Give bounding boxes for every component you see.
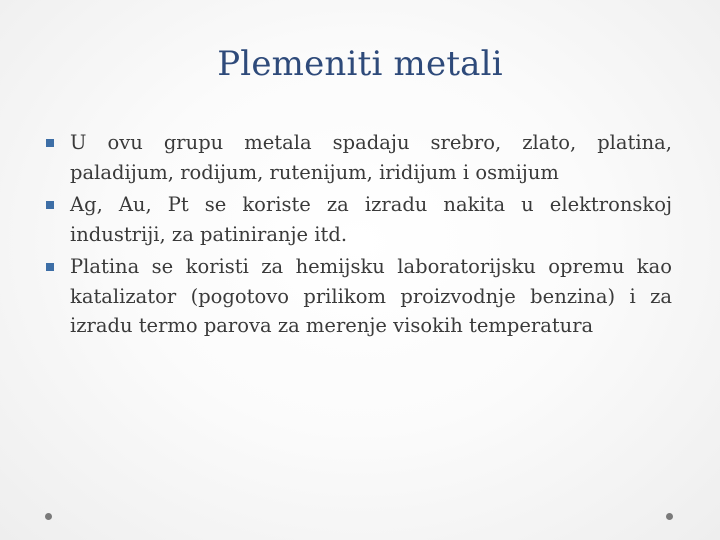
metal-name: paladijum: [70, 160, 168, 184]
bullet-item-1: [46, 128, 672, 187]
metal-symbols: Ag, Au, Pt: [70, 193, 189, 216]
metal-name: platina: [597, 131, 666, 154]
metal-name: zlato: [522, 131, 570, 154]
bullet-text: se koristi za hemijsku laboratorijsku opremu kao: [139, 255, 672, 278]
keyword: katalizator: [70, 284, 177, 308]
square-bullet-icon: [46, 263, 54, 271]
slide-title: Plemeniti metali: [217, 44, 503, 84]
bullet-text: ,: [494, 131, 523, 154]
bullet-item-3: [46, 252, 672, 341]
square-bullet-icon: [46, 139, 54, 147]
bullet-text: i: [456, 160, 476, 184]
decor-dot-left: [45, 513, 52, 520]
metal-name: osmijum: [475, 160, 559, 184]
square-bullet-icon: [46, 201, 54, 209]
bullet-text: U ovu grupu metala spadaju: [70, 131, 431, 154]
bullet-item-2: [46, 190, 672, 249]
bullet-list: [46, 128, 672, 344]
metal-name: rutenijum: [269, 160, 367, 184]
metal-name: iridijum: [379, 160, 457, 184]
metal-name: Platina: [70, 255, 140, 278]
bullet-text: ,: [167, 160, 181, 184]
metal-name: rodijum: [180, 160, 258, 184]
bullet-text: ,: [569, 131, 598, 154]
bullet-text: ,: [665, 131, 672, 154]
bullet-text: (pogotovo prilikom proizvodnje benzina) i za izradu termo parova za merenje visokih temperatura: [70, 284, 672, 337]
bullet-text: ,: [257, 160, 270, 184]
bullet-text: ,: [366, 160, 380, 184]
metal-name: srebro: [430, 131, 495, 154]
decor-dot-right: [666, 513, 673, 520]
bullet-text: se koriste za izradu nakita u elektronskoj industriji, za patiniranje itd.: [70, 193, 672, 246]
